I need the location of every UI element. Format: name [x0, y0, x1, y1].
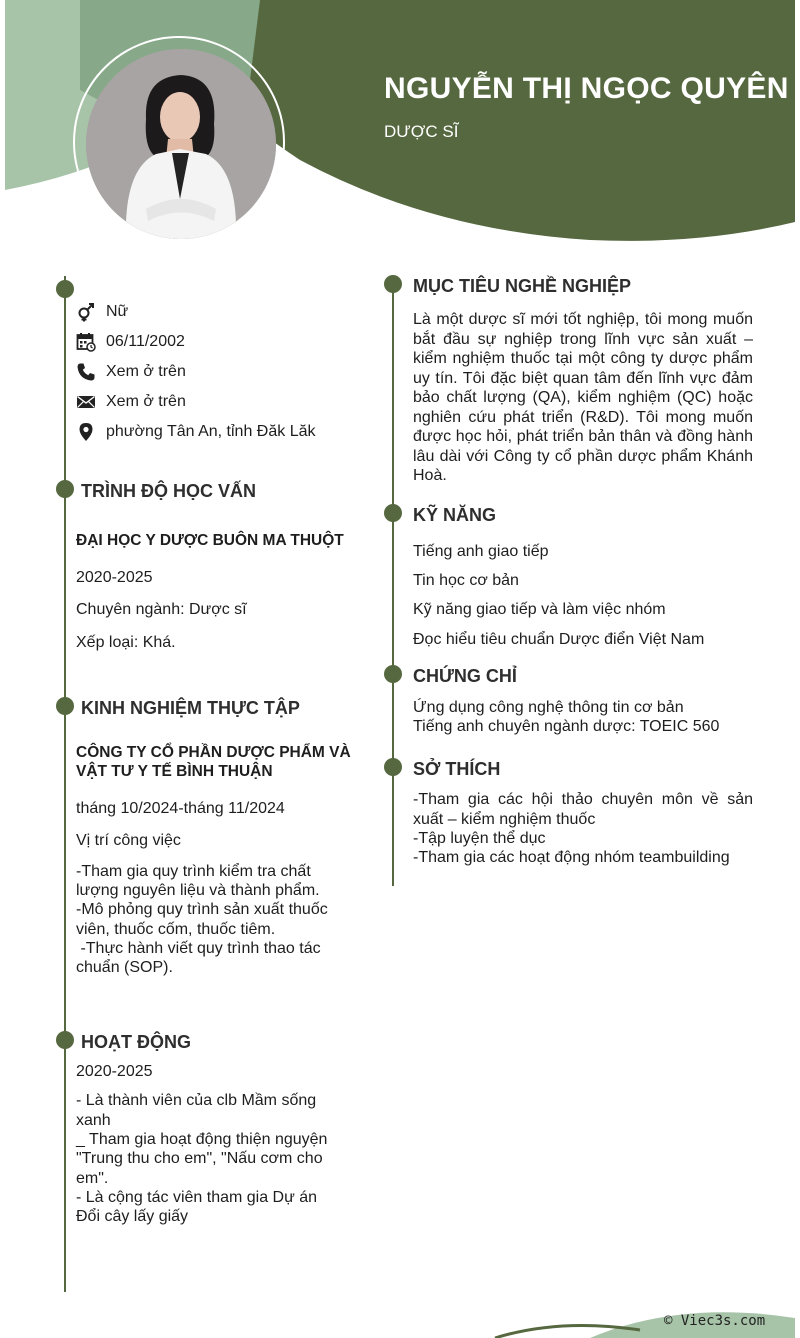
- contact-phone: [76, 361, 186, 383]
- certificate-item: Tiếng anh chuyên ngành dược: TOEIC 560: [413, 718, 720, 735]
- experience-heading: KINH NGHIỆM THỰC TẬP: [81, 698, 300, 718]
- timeline-dot: [384, 665, 402, 683]
- objective-text: Là một dược sĩ mới tốt nghiệp, tôi mong muốn bắt đầu sự nghiệp trong lĩnh vực sản xuất – kiểm nghiệm thuốc tại một công ty dược phẩm uy tín. Tôi đặc biệt quan tâm đến lĩnh vực đảm bảo chất lượng (QA), kiểm nghiệm (QC) hoặc nghiên cứu phát triển (R&D). Tôi mong muốn được học hỏi, phát triển bản thân và đồng hành lâu dài với Công ty cổ phần dược phẩm Khánh Hoà.: [413, 311, 753, 484]
- calendar-icon: [76, 332, 96, 352]
- address-value: phường Tân An, tỉnh Đăk Lăk: [106, 423, 316, 440]
- experience-period: tháng 10/2024-tháng 11/2024: [76, 800, 285, 817]
- activities-line: - Là thành viên của clb Mầm sống: [76, 1092, 317, 1109]
- certificates-heading: CHỨNG CHỈ: [413, 666, 517, 686]
- activities-heading: HOẠT ĐỘNG: [81, 1032, 191, 1052]
- experience-company-line-2: VẬT TƯ Y TẾ BÌNH THUẬN: [76, 763, 273, 780]
- phone-value: Xem ở trên: [106, 363, 186, 380]
- skills-heading: KỸ NĂNG: [413, 505, 497, 525]
- watermark: © Viec3s.com: [664, 1313, 766, 1329]
- hobbies-heading: SỞ THÍCH: [413, 759, 501, 779]
- timeline-dot: [56, 697, 74, 715]
- envelope-icon: [76, 392, 96, 412]
- objective-heading: MỤC TIÊU NGHỀ NGHIỆP: [413, 276, 632, 296]
- education-school: ĐẠI HỌC Y DƯỢC BUÔN MA THUỘT: [76, 532, 344, 549]
- activities-line: - Là cộng tác viên tham gia Dự án: [76, 1189, 318, 1206]
- activities-line: em".: [76, 1170, 109, 1187]
- timeline-dot: [384, 758, 402, 776]
- hobby-line: -Tập luyện thể dục: [413, 830, 546, 847]
- birthday-value: 06/11/2002: [106, 333, 185, 350]
- left-timeline-line: [64, 276, 66, 1292]
- job-title: DƯỢC SĨ: [384, 122, 459, 141]
- experience-description-line: -Mô phỏng quy trình sản xuất thuốc: [76, 901, 328, 918]
- experience-description-line: lượng nguyên liệu và thành phẩm.: [76, 882, 320, 899]
- activities-line: Đổi cây lấy giấy: [76, 1208, 189, 1225]
- activities-line: _ Tham gia hoạt động thiện nguyện: [76, 1131, 328, 1148]
- timeline-dot: [56, 480, 74, 498]
- education-grade: Xếp loại: Khá.: [76, 634, 176, 651]
- candidate-name: NGUYỄN THỊ NGỌC QUYÊN: [384, 72, 789, 105]
- education-major: Chuyên ngành: Dược sĩ: [76, 601, 247, 618]
- activities-period: 2020-2025: [76, 1063, 153, 1080]
- timeline-dot: [384, 275, 402, 293]
- right-timeline-line: [392, 276, 394, 886]
- location-pin-icon: [76, 422, 96, 442]
- timeline-dot: [384, 504, 402, 522]
- experience-description-line: viên, thuốc cốm, thuốc tiêm.: [76, 921, 276, 938]
- timeline-dot: [56, 280, 74, 298]
- skill-item: Tin học cơ bản: [413, 572, 519, 589]
- contact-birthday: [76, 331, 185, 353]
- skill-item: Kỹ năng giao tiếp và làm việc nhóm: [413, 601, 666, 618]
- certificate-item: Ứng dụng công nghệ thông tin cơ bản: [413, 699, 684, 716]
- skill-item: Đọc hiểu tiêu chuẩn Dược điển Việt Nam: [413, 631, 705, 648]
- education-period: 2020-2025: [76, 569, 153, 586]
- education-heading: TRÌNH ĐỘ HỌC VẤN: [81, 481, 256, 501]
- hobby-line: -Tham gia các hoạt động nhóm teambuilding: [413, 849, 730, 866]
- experience-company-line-1: CÔNG TY CỔ PHẦN DƯỢC PHẨM VÀ: [76, 744, 351, 761]
- contact-email: [76, 391, 186, 413]
- timeline-dot: [56, 1031, 74, 1049]
- email-value: Xem ở trên: [106, 393, 186, 410]
- experience-description-line: -Tham gia quy trình kiểm tra chất: [76, 863, 311, 880]
- experience-position: Vị trí công việc: [76, 832, 181, 849]
- activities-line: xanh: [76, 1112, 111, 1129]
- contact-address: [76, 421, 315, 443]
- activities-line: "Trung thu cho em", "Nấu cơm cho: [76, 1150, 323, 1167]
- skill-item: Tiếng anh giao tiếp: [413, 543, 549, 560]
- profile-photo: [86, 49, 276, 239]
- experience-description-line: chuẩn (SOP).: [76, 959, 173, 976]
- dark-green-wave: [245, 0, 795, 241]
- hobby-text: -Tham gia các hội thảo chuyên môn về sản xuất – kiểm nghiệm thuốc: [413, 791, 753, 828]
- person-silhouette-icon: [86, 49, 276, 239]
- experience-description-line: -Thực hành viết quy trình thao tác: [76, 940, 321, 957]
- gender-value: Nữ: [106, 303, 129, 320]
- phone-icon: [76, 362, 96, 382]
- contact-gender: [76, 301, 128, 323]
- gender-icon: [76, 302, 96, 322]
